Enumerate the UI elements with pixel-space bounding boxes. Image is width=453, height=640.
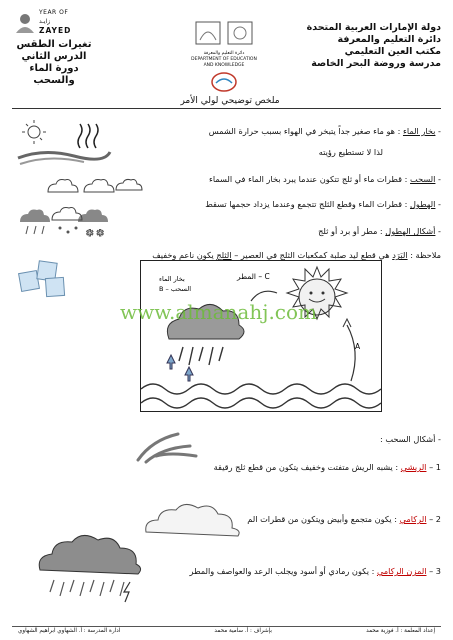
header-line: دولة الإمارات العربية المتحدة bbox=[306, 22, 441, 33]
ice-cubes-icon bbox=[16, 256, 72, 300]
header-line: دائرة التعليم والمعرفة bbox=[337, 34, 441, 45]
label-rain: المطر – C bbox=[237, 272, 270, 281]
logo-text-en: DEPARTMENT OF EDUCATION bbox=[191, 57, 257, 62]
logo-text-en: AND KNOWLEDGE bbox=[203, 63, 245, 68]
cloud-types-heading: - أشكال السحب : bbox=[379, 434, 441, 444]
portrait-icon bbox=[14, 11, 36, 33]
definition-text: : قطرات ماء أو ثلج تتكون عندما يبرد بخار الماء في السماء bbox=[208, 174, 411, 184]
definition-text: : قطرات الماء وقطع الثلج تتجمع وعندما يزداد حجمها تسقط bbox=[205, 199, 410, 209]
topic-line: تغيرات الطقس bbox=[16, 39, 92, 50]
term: بخار الماء bbox=[402, 126, 436, 136]
label-vapor: بخار الماء bbox=[159, 275, 185, 283]
brand-ar: زايـد bbox=[39, 18, 51, 25]
cloud-type-cirrus: 1 – الريشي : يشبه الريش متفتت وخفيف يتكون من قطع ثلج رقيقة bbox=[213, 462, 441, 472]
term: المزن الركامي bbox=[376, 566, 427, 576]
cumulus-cloud-icon bbox=[140, 500, 250, 540]
cirrus-cloud-icon bbox=[132, 426, 202, 464]
page-title: ملخص توضيحي لولي الأمر bbox=[180, 96, 280, 106]
note-hail-snow: ملاحظة : البَرَد هي قطع ليد صلبة كمكعبات الثلج في العصير – الثلج يكون ناعم وخفيف bbox=[152, 250, 441, 260]
label-a: A bbox=[355, 342, 361, 351]
topic-line: والسحب bbox=[33, 75, 75, 86]
topic-line: الدرس الثاني bbox=[21, 51, 87, 62]
precip-types: - أشكال الهطول : مطر أو برد أو ثلج bbox=[318, 226, 441, 236]
definition-precip: - الهطول : قطرات الماء وقطع الثلج تتجمع وعندما يزداد حجمها تسقط bbox=[205, 199, 441, 209]
header-line: مكتب العين التعليمي bbox=[344, 46, 441, 57]
definition-text: : هو ماء صغير جداً يتبخر في الهواء بسبب حرارة الشمس bbox=[208, 126, 403, 136]
term: الريشي bbox=[400, 462, 427, 472]
footer-supervisor: بإشراف : أ. سامية محمد bbox=[214, 628, 272, 634]
watermark: www.almanahj.com bbox=[120, 300, 318, 324]
brand-small: YEAR OF bbox=[39, 9, 69, 16]
footer-teacher: إعداد المعلمة : أ. فوزية محمد bbox=[366, 628, 435, 634]
school-header bbox=[301, 22, 441, 70]
cloud-type-cumulus: 2 – الركامي : يكون متجمع وأبيض ويتكون من قطرات الم bbox=[247, 514, 441, 524]
definition-vapor: - بخار الماء : هو ماء صغير جداً يتبخر في الهواء بسبب حرارة الشمس bbox=[208, 126, 441, 136]
school-logo-icon bbox=[210, 71, 238, 93]
lesson-topic bbox=[14, 39, 94, 87]
header-line: مدرسة وروضة البحر الخاصة bbox=[311, 58, 441, 69]
term: السحب bbox=[410, 174, 436, 184]
divider bbox=[12, 108, 441, 109]
clouds-icon bbox=[44, 172, 144, 196]
svg-text:✱ ✱: ✱ ✱ bbox=[86, 229, 104, 239]
sun-wind-icon bbox=[14, 118, 114, 168]
term: الركامي bbox=[399, 514, 427, 524]
zayed-year-header bbox=[14, 8, 134, 87]
definition-clouds: - السحب : قطرات ماء أو ثلج تتكون عندما يبرد بخار الماء في السماء bbox=[208, 174, 441, 184]
definition-vapor-cont: لذا لا تستطيع رؤيته bbox=[318, 147, 383, 157]
emblem-icon bbox=[194, 20, 254, 48]
footer bbox=[12, 626, 441, 638]
cumulonimbus-cloud-icon bbox=[34, 530, 154, 610]
topic-line: دورة الماء bbox=[29, 63, 79, 74]
term: أشكال الهطول bbox=[385, 226, 436, 236]
term: الهطول bbox=[409, 199, 436, 209]
water-cycle-diagram bbox=[140, 260, 382, 412]
logo-text-ar: دائرة التعليم والمعرفة bbox=[203, 51, 245, 56]
footer-principal: ادارة المدرسة : أ. الشهاوي ابراهيم الشهاوي bbox=[18, 628, 121, 634]
department-logo bbox=[176, 20, 272, 96]
brand-en: ZAYED bbox=[39, 26, 72, 35]
label-clouds: B – السحب bbox=[159, 285, 192, 293]
term: البَرَد bbox=[392, 250, 408, 260]
term: الثلج bbox=[216, 250, 232, 260]
cloud-type-cumulonimbus: 3 – المزن الركامي : يكون رمادي أو أسود ويجلب الرعد والعواصف والمطر bbox=[189, 566, 441, 576]
definition-text: : مطر أو برد أو ثلج bbox=[318, 226, 386, 236]
rain-snow-clouds-icon bbox=[16, 204, 116, 244]
